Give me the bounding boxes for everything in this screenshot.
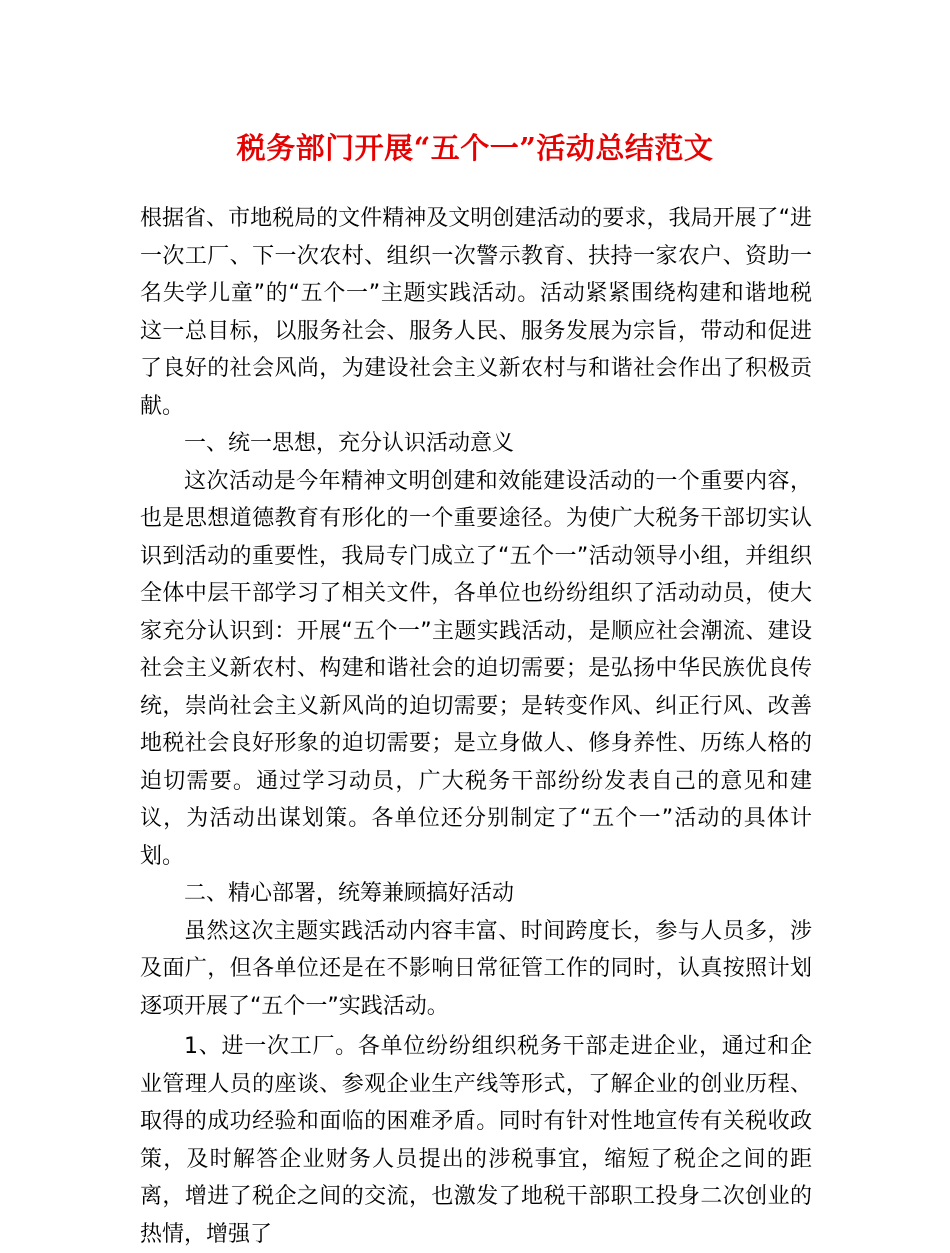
- paragraph-intro: 根据省、市地税局的文件精神及文明创建活动的要求，我局开展了“进一次工厂、下一次农村、组织一次警示教育、扶持一家农户、资助一名失学儿童”的“五个一”主题实践活动。活动紧紧围绕构建和谐地税这一总目标，以服务社会、服务人民、服务发展为宗旨，带动和促进了良好的社会风尚，为建设社会主义新农村与和谐社会作出了积极贡献。: [140, 206, 812, 419]
- document-title: 税务部门开展“五个一”活动总结范文: [236, 131, 714, 165]
- paragraph-item-1: 1、进一次工厂。各单位纷纷组织税务干部走进企业，通过和企业管理人员的座谈、参观企业生产线等形式，了解企业的创业历程、取得的成功经验和面临的困难矛盾。同时有针对性地宣传有关税收政策，及时解答企业财务人员提出的涉税事宜，缩短了税企之间的距离，增进了税企之间的交流，也激发了地税干部职工投身二次创业的热情，增强了: [140, 1034, 812, 1247]
- section-heading-1: 一、统一思想，充分认识活动意义: [184, 431, 515, 456]
- paragraph-section-2: 虽然这次主题实践活动内容丰富、时间跨度长，参与人员多，涉及面广，但各单位还是在不影响日常征管工作的同时，认真按照计划逐项开展了“五个一”实践活动。: [140, 918, 812, 1019]
- section-heading-2: 二、精心部署，统筹兼顾搞好活动: [184, 881, 515, 906]
- document-body: [140, 200, 812, 1253]
- paragraph-section-1: 这次活动是今年精神文明创建和效能建设活动的一个重要内容，也是思想道德教育有形化的一个重要途径。为使广大税务干部切实认识到活动的重要性，我局专门成立了“五个一”活动领导小组，并组织全体中层干部学习了相关文件，各单位也纷纷组织了活动动员，使大家充分认识到：开展“五个一”主题实践活动，是顺应社会潮流、建设社会主义新农村、构建和谐社会的迫切需要；是弘扬中华民族优良传统，崇尚社会主义新风尚的迫切需要；是转变作风、纠正行风、改善地税社会良好形象的迫切需要；是立身做人、修身养性、历练人格的迫切需要。通过学习动员，广大税务干部纷纷发表自己的意见和建议，为活动出谋划策。各单位还分别制定了“五个一”活动的具体计划。: [140, 468, 812, 869]
